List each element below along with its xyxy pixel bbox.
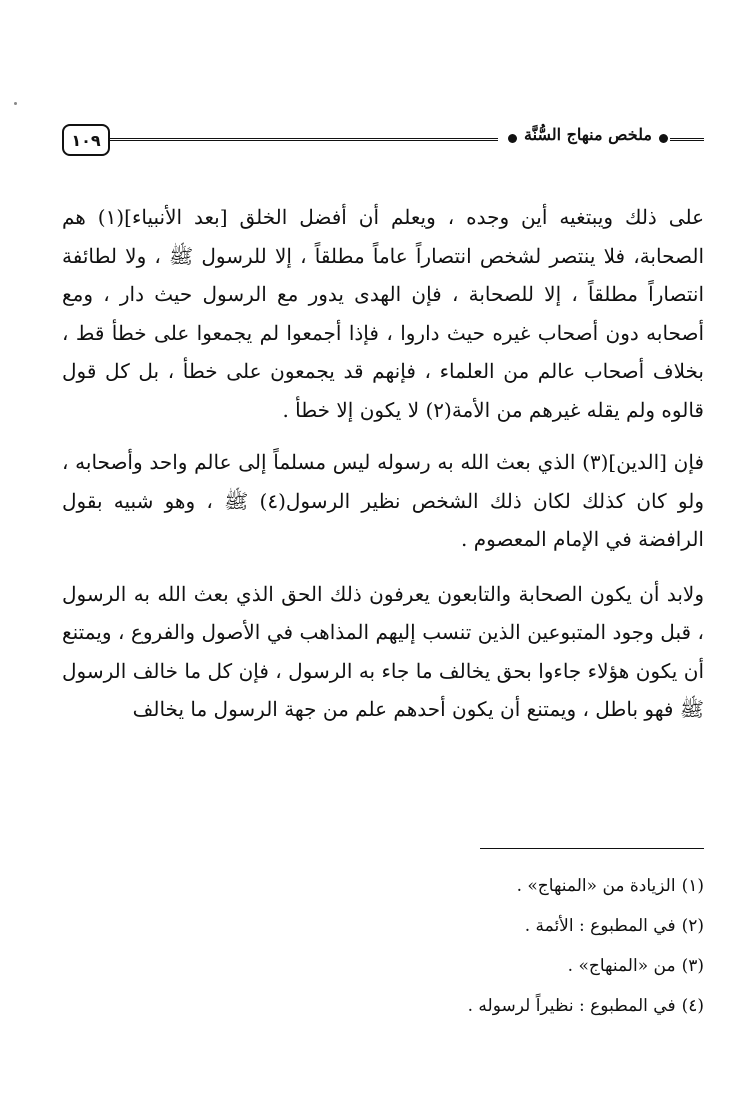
footnote-number: (٢)	[681, 916, 704, 936]
footnote-number: (١)	[681, 876, 704, 896]
header-rule-short	[670, 138, 704, 141]
paragraph-1: على ذلك ويبتغيه أين وجده ، ويعلم أن أفضل الخلق [بعد الأنبياء](١) هم الصحابة، فلا ينتصر لشخص انتصاراً عاماً مطلقاً ، إلا للرسول ﷺ ، ولا لطائفة انتصاراً مطلقاً ، إلا للصحابة ، فإن الهدى يدور مع الرسول حيث دار ، ومع أصحابه دون أصحاب غيره حيث داروا ، فإذا أجمعوا لم يجمعوا على خطأ قط ، بخلاف أصحاب عالم من العلماء ، فإنهم قد يجمعون على خطأ ، بل كل قول قالوه ولم يقله غيرهم من الأمة(٢) لا يكون إلا خطأ .	[62, 205, 704, 422]
footnotes	[62, 866, 704, 1026]
footnote-3	[62, 946, 704, 986]
footnote-text: الزيادة من «المنهاج» .	[516, 876, 676, 896]
footnote-number: (٤)	[681, 996, 704, 1016]
header-bullet-left-icon	[508, 134, 517, 143]
body-text	[62, 198, 704, 745]
footnote-4	[62, 986, 704, 1026]
footnote-text: في المطبوع : الأئمة .	[524, 916, 676, 936]
footnote-2	[62, 906, 704, 946]
page-header	[62, 124, 704, 162]
running-title: ملخص منهاج السُّنَّة	[524, 125, 652, 144]
footnote-number: (٣)	[681, 956, 704, 976]
footnote-text: من «المنهاج» .	[567, 956, 676, 976]
header-rule-long	[110, 138, 498, 141]
header-bullet-right-icon	[659, 134, 668, 143]
paragraph-3: ولابد أن يكون الصحابة والتابعون يعرفون ذلك الحق الذي بعث الله به الرسول ، قبل وجود المتبوعين الذين تنسب إليهم المذاهب في الأصول والفروع ، ويمتنع أن يكون هؤلاء جاءوا بحق يخالف ما جاء به الرسول ، فإن كل ما خالف الرسول ﷺ فهو باطل ، ويمتنع أن يكون أحدهم علم من جهة الرسول ما يخالف	[62, 581, 704, 721]
footnote-text: في المطبوع : نظيراً لرسوله .	[467, 996, 676, 1016]
scan-speck	[14, 102, 17, 105]
page-number-box: ١٠٩	[62, 124, 110, 156]
paragraph-2: فإن [الدين](٣) الذي بعث الله به رسوله ليس مسلماً إلى عالم واحد وأصحابه ، ولو كان كذلك لكان ذلك الشخص نظير الرسول(٤) ﷺ ، وهو شبيه بقول الرافضة في الإمام المعصوم .	[62, 450, 705, 551]
footnote-1	[62, 866, 704, 906]
footnote-separator	[480, 848, 704, 849]
